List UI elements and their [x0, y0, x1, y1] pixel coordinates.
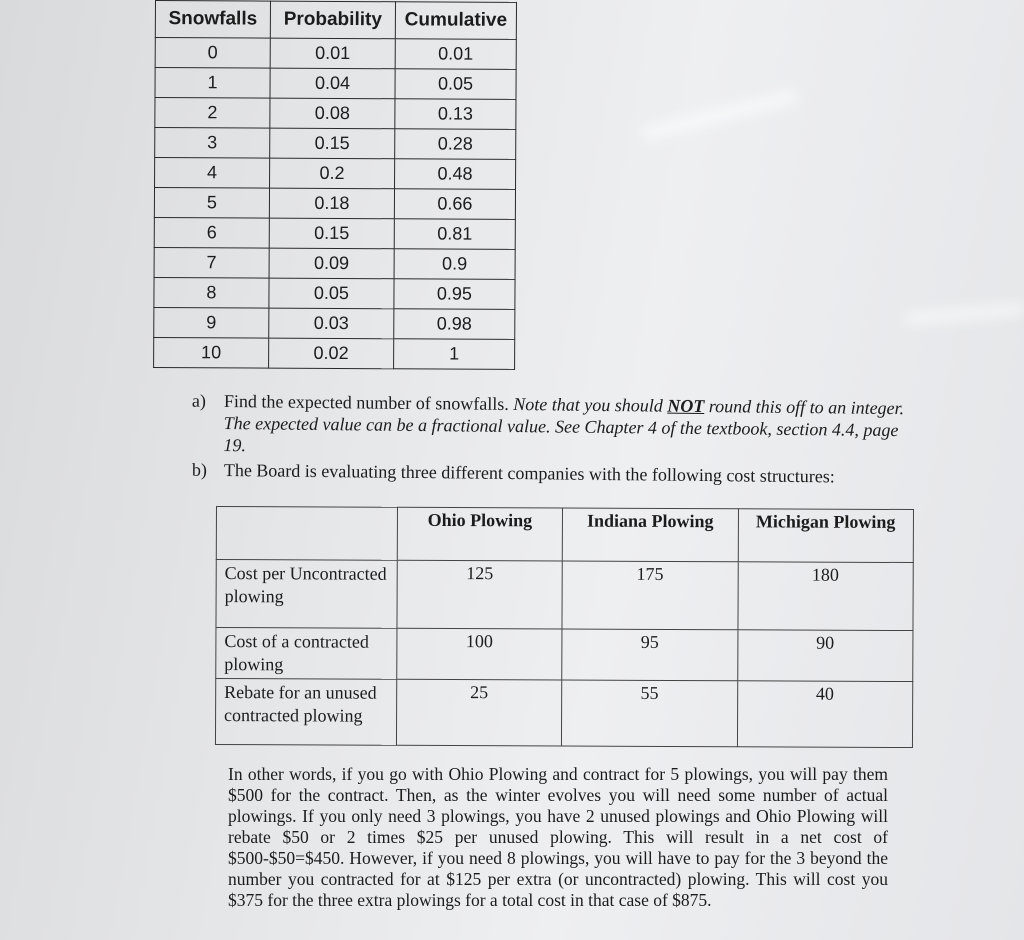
table-row: [155, 128, 516, 160]
table-row: [155, 98, 516, 130]
note-emphasis: NOT: [667, 395, 705, 417]
table-cell: 100: [397, 628, 563, 680]
column-header: Ohio Plowing: [397, 507, 563, 561]
column-header: Michigan Plowing: [738, 509, 914, 563]
table-cell: 9: [154, 307, 269, 338]
table-header-row: [155, 1, 516, 40]
table-cell: 0.15: [270, 128, 395, 159]
table-cell: 6: [154, 217, 269, 248]
note-text: Note that you should: [513, 394, 663, 416]
row-label: Cost per Uncontracted plowing: [216, 560, 397, 629]
table-cell: 0.08: [270, 98, 395, 129]
explanation-paragraph: In other words, if you go with Ohio Plowing and contract for 5 plowings, you will pay them $500 for the contract. Then, as the winter evolves you will need some number of actual plowings. If you only need 3 plowings, you have 2 unused plowings and Ohio Plowing will rebate $50 or 2 times $25 per unused plowing. This will result in a net cost of $500-$50=$450. However, if you need 8 plowings, you will have to pay for the 3 beyond the number you contracted for at $125 per extra (or uncontracted) plowing. This will cost you $375 for the three extra plowings for a total cost in that case of $875.: [228, 764, 888, 910]
table-cell: 1: [394, 339, 515, 370]
table-row: [154, 247, 515, 279]
table-cell: 0.95: [394, 279, 515, 310]
table-cell: 2: [155, 98, 270, 129]
table-cell: 0.81: [394, 219, 515, 250]
table-cell: 10: [154, 337, 269, 368]
table-cell: 0.01: [270, 38, 395, 69]
question-b: [191, 459, 912, 488]
table-cell: 25: [396, 679, 562, 746]
table-cell: 0.18: [269, 188, 394, 219]
table-row: [155, 158, 516, 190]
table-cell: 0.66: [394, 189, 515, 220]
table-cell: 0.15: [269, 218, 394, 249]
table-row: [216, 560, 913, 631]
column-header: Cumulative: [395, 2, 516, 40]
table-cell: 0.48: [394, 159, 515, 190]
screen-glare: [641, 89, 800, 141]
table-cell: 3: [155, 128, 270, 159]
table-cell: 0.04: [270, 68, 395, 99]
question-label: b): [191, 459, 207, 480]
table-cell: 0.13: [395, 99, 516, 130]
table-cell: 4: [155, 158, 270, 189]
row-label: Rebate for an unused contracted plowing: [215, 679, 396, 746]
table-cell: 0.01: [395, 39, 516, 70]
table-header-row: [216, 507, 913, 563]
column-header: Probability: [270, 1, 395, 39]
table-row: [155, 68, 516, 100]
table-cell: 180: [737, 562, 913, 631]
question-text: The Board is evaluating three different companies with the following cost structures:: [223, 459, 835, 487]
table-cell: 5: [154, 188, 269, 219]
table-row: [216, 628, 913, 682]
table-cell: 90: [737, 630, 913, 682]
table-cell: 7: [154, 247, 269, 278]
table-row: [154, 337, 515, 369]
column-header: Indiana Plowing: [562, 508, 737, 562]
table-cell: 40: [737, 681, 913, 748]
question-a: [191, 390, 914, 463]
snowfall-probability-table: [153, 0, 517, 370]
table-row: [154, 188, 515, 220]
table-row: [154, 217, 515, 249]
cost-structure-table: [215, 506, 914, 748]
table-cell: 8: [154, 277, 269, 308]
table-cell: 0: [155, 38, 270, 69]
table-cell: 0.98: [394, 309, 515, 340]
table-cell: 1: [155, 68, 270, 99]
table-cell: 95: [562, 629, 737, 681]
note-text: round this off to an integer. The expected value can be a fractional value. See Chapter 4 of the textbook, section 4.4, page 19.: [223, 396, 905, 456]
screen-glare: [905, 303, 1024, 325]
question-text: Find the expected number of snowfalls.: [223, 390, 509, 414]
table-cell: 0.02: [268, 338, 393, 369]
row-label: Cost of a contracted plowing: [216, 628, 397, 680]
table-cell: 0.2: [269, 158, 394, 189]
table-row: [215, 679, 912, 748]
table-cell: 55: [562, 680, 738, 747]
table-cell: 0.05: [395, 69, 516, 100]
table-row: [154, 277, 515, 309]
table-row: [155, 38, 516, 70]
table-row: [154, 307, 515, 339]
table-cell: 0.28: [395, 129, 516, 160]
table-cell: 175: [562, 561, 738, 630]
table-cell: 0.03: [269, 308, 394, 339]
table-cell: 125: [397, 560, 563, 629]
column-header: Snowfalls: [155, 1, 270, 39]
table-cell: 0.9: [394, 249, 515, 280]
column-header: [216, 507, 397, 561]
question-label: a): [191, 390, 206, 411]
table-cell: 0.09: [269, 248, 394, 279]
table-cell: 0.05: [269, 278, 394, 309]
